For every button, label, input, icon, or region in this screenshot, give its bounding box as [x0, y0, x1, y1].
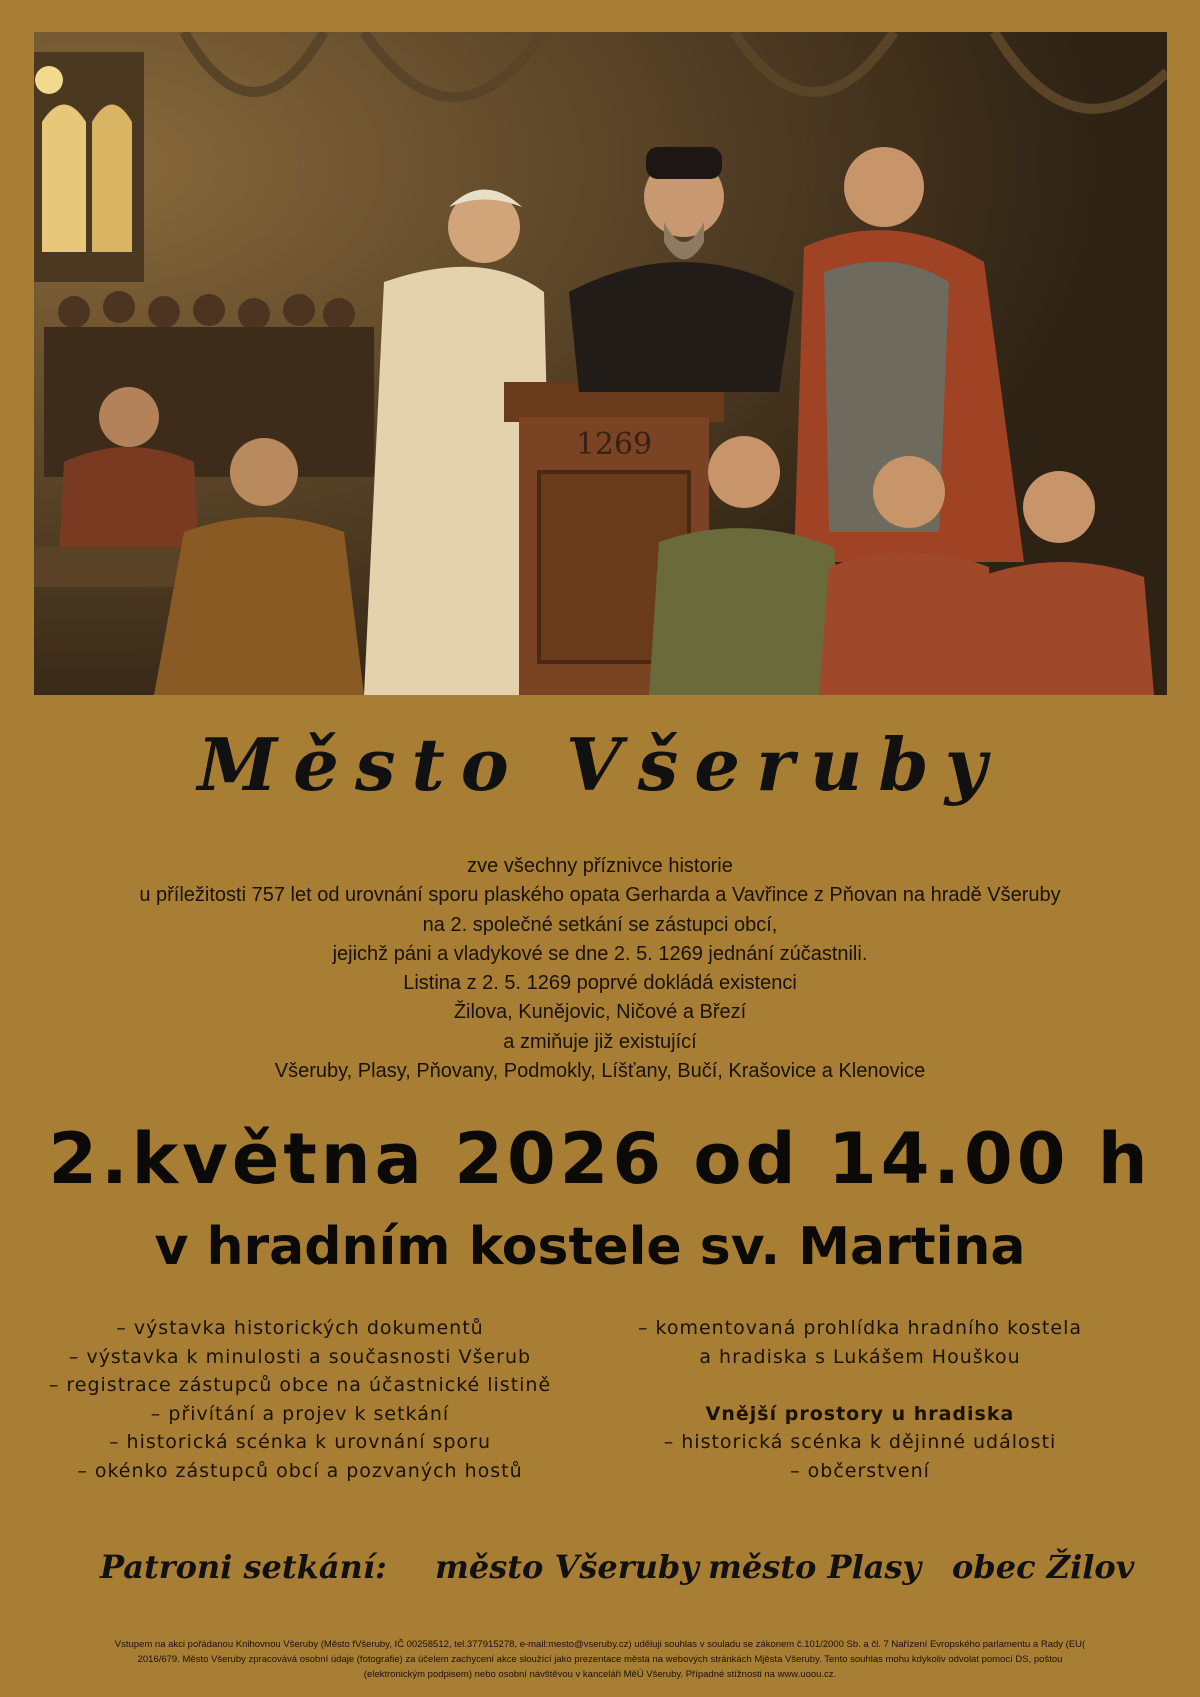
- intro-line: jejichž páni a vladykové se dne 2. 5. 1269 jednání zúčastnili.: [332, 942, 868, 965]
- outdoor-heading: Vnější prostory u hradiska: [705, 1402, 1015, 1425]
- footer-line: (elektronickým podpisem) nebo osobní návštěvou v kanceláři MěÚ Všeruby. Případné stížnosti na www.uoou.cz.: [363, 1669, 837, 1680]
- patron-name: město Plasy: [708, 1548, 922, 1586]
- spacer: [580, 1371, 1140, 1400]
- intro-line: a zmiňuje již existující: [503, 1030, 697, 1053]
- intro-line: u příležitosti 757 let od urovnání sporu plaského opata Gerharda a Vavřince z Pňovan na hradě Všeruby: [139, 884, 1061, 907]
- lectern-year: 1269: [575, 427, 653, 462]
- intro-line: Žilova, Kunějovic, Ničové a Březí: [453, 1001, 747, 1024]
- intro-line: Listina z 2. 5. 1269 poprvé dokládá existenci: [403, 972, 797, 995]
- patron-name: obec Žilov: [952, 1548, 1135, 1586]
- program-item: a hradiska s Lukášem Houškou: [699, 1345, 1021, 1368]
- historical-painting: [34, 32, 1167, 695]
- program-item: – komentovaná prohlídka hradního kostela: [637, 1317, 1082, 1339]
- program-item: – přivítání a projev k setkání: [150, 1402, 450, 1425]
- program-item: – okénko zástupců obcí a pozvaných hostů: [77, 1459, 523, 1482]
- program-item: – registrace zástupců obce na účastnické listině: [48, 1374, 552, 1396]
- footer-line: Vstupem na akci pořádanou Knihovnou Všeruby (Město fVšeruby, IČ 00258512, tel.377915278, e-mail:mesto@vseruby.cz) uděluji souhlas v souladu se zákonem č.101/2000 Sb. a čl. 7 Nařízení Evropského parlamentu a Rady (EU(: [114, 1639, 1086, 1650]
- program-item: – historická scénka k urovnání sporu: [109, 1431, 491, 1453]
- intro-line: na 2. společné setkání se zástupci obcí,: [422, 913, 778, 936]
- event-venue: v hradním kostele sv. Martina: [154, 1217, 1026, 1277]
- painting-scene: [34, 32, 1167, 695]
- event-date: 2.května 2026 od 14.00 h: [48, 1118, 1152, 1200]
- patrons-row: [0, 1548, 1200, 1604]
- program-item: – občerstvení: [790, 1459, 930, 1482]
- invitation-text: [0, 852, 1200, 1086]
- program-list-right: [580, 1314, 1140, 1485]
- gdpr-footer: [50, 1637, 1150, 1682]
- program-list-left: [20, 1314, 580, 1485]
- program-item: – historická scénka k dějinné události: [663, 1431, 1057, 1453]
- intro-line: Všeruby, Plasy, Pňovany, Podmokly, Líšťany, Bučí, Krašovice a Klenovice: [274, 1060, 926, 1083]
- page-title: Město Všeruby: [197, 722, 1003, 807]
- footer-line: 2016/679. Město Všeruby zpracovává osobní údaje (fotografie) za účelem zachycení akce sloužící jako prezentace města na webových stránkách Mjěsta Všeruby. Tento souhlas mohu kdykoliv odvolat pomocí DS, poštou: [137, 1654, 1063, 1665]
- program-item: – výstavka k minulosti a současnosti Všerub: [68, 1345, 532, 1368]
- patrons-label: Patroni setkání:: [100, 1548, 387, 1586]
- patron-name: město Všeruby: [435, 1548, 699, 1586]
- intro-line: zve všechny příznivce historie: [467, 855, 733, 877]
- program-item: – výstavka historických dokumentů: [116, 1317, 484, 1339]
- gothic-window: [34, 52, 144, 282]
